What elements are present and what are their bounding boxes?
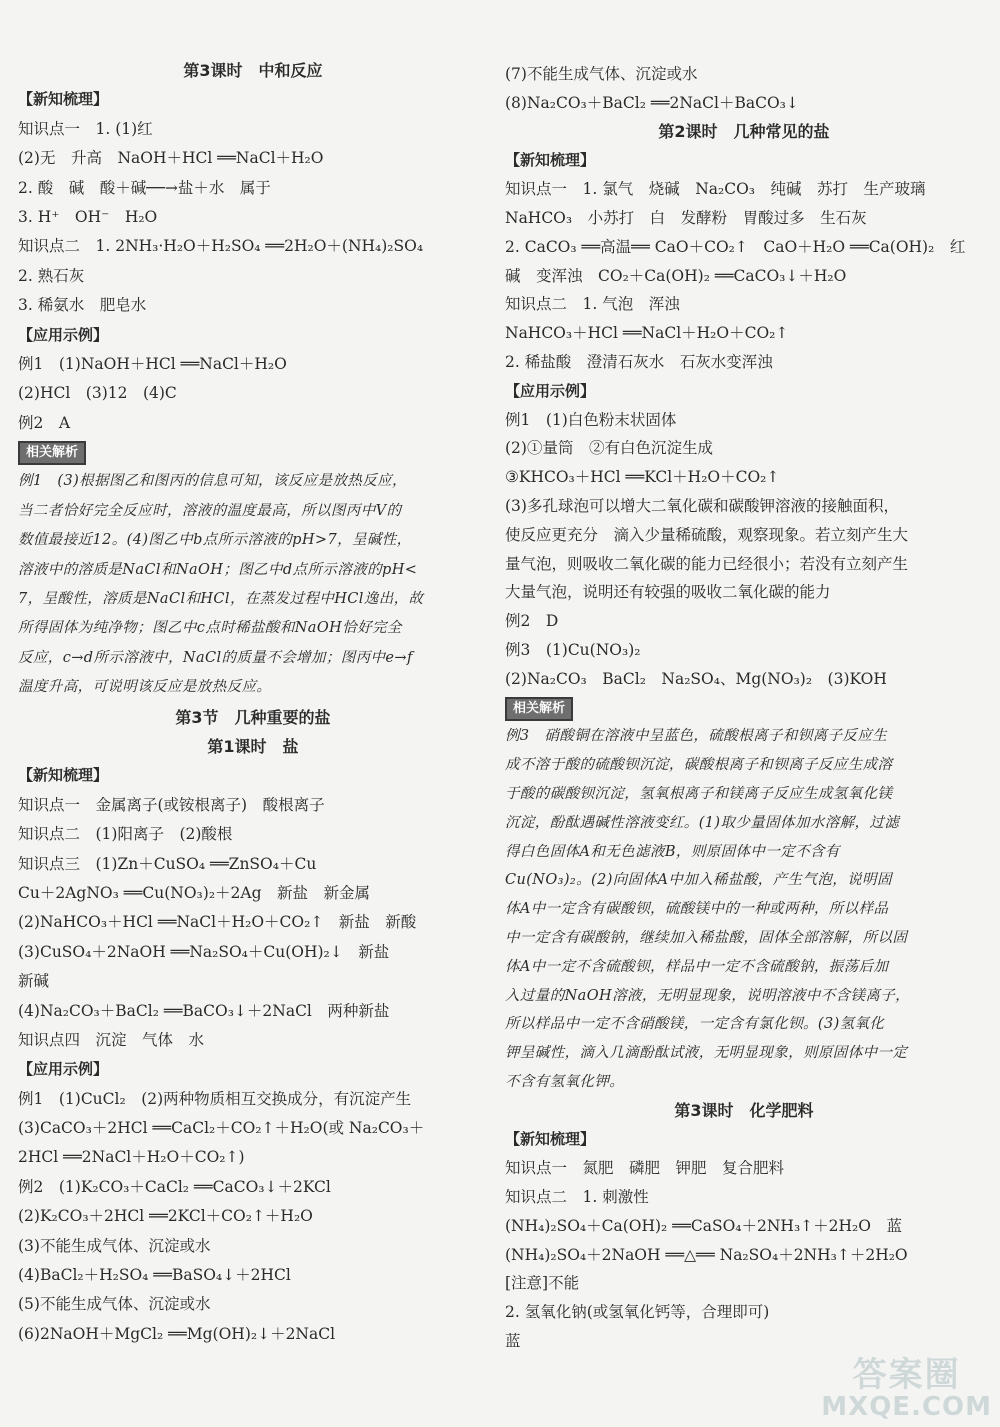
lesson-heading: 第3节 几种重要的盐 [175, 707, 331, 727]
analysis-line: 不含有氢氧化钾。 [505, 1073, 625, 1090]
analysis-tag: 相关解析 [505, 697, 573, 721]
text-line: 知识点一 氮肥 磷肥 钾肥 复合肥料 [505, 1159, 785, 1178]
text-line: 例1 (1)NaOH＋HCl ══NaCl＋H₂O [18, 354, 287, 373]
analysis-line: 成不溶于酸的硫酸钡沉淀，碳酸根离子和钡离子反应生成溶 [505, 757, 893, 774]
text-line: 碱 变浑浊 CO₂＋Ca(OH)₂ ══CaCO₃↓＋H₂O [505, 266, 847, 285]
text-line: (NH₄)₂SO₄＋2NaOH ══△══ Na₂SO₄＋2NH₃↑＋2H₂O [505, 1245, 908, 1264]
text-line: 新碱 [18, 972, 50, 991]
section-heading: 【新知梳理】 [18, 90, 109, 109]
analysis-line: 沉淀，酚酞遇碱性溶液变红。(1)取少量固体加水溶解，过滤 [505, 814, 900, 831]
section-heading: 【新知梳理】 [505, 151, 596, 170]
watermark-logo [821, 1355, 992, 1422]
text-line: (3)不能生成气体、沉淀或水 [18, 1236, 211, 1255]
analysis-line: 所得固体为纯净物；图乙中c点时稀盐酸和NaOH恰好完全 [18, 620, 402, 637]
section-heading: 【应用示例】 [18, 1060, 109, 1079]
analysis-line: 钾呈碱性，滴入几滴酚酞试液，无明显现象，则原固体中一定 [505, 1045, 908, 1062]
text-line: (5)不能生成气体、沉淀或水 [18, 1295, 211, 1314]
text-line: (3)多孔球泡可以增大二氧化碳和碳酸钾溶液的接触面积， [505, 496, 899, 515]
text-line: 2. 酸 碱 酸＋碱──→盐＋水 属于 [18, 178, 271, 197]
text-line: (7)不能生成气体、沉淀或水 [505, 65, 698, 83]
text-line: (8)Na₂CO₃＋BaCl₂ ══2NaCl＋BaCO₃↓ [505, 93, 799, 112]
analysis-line: 当二者恰好完全反应时，溶液的温度最高，所以图丙中V的 [18, 502, 402, 519]
text-line: 知识点三 (1)Zn＋CuSO₄ ══ZnSO₄＋Cu [18, 854, 317, 873]
text-line: 使反应更充分 滴入少量稀硫酸，观察现象。若立刻产生大 [505, 525, 909, 544]
analysis-tag: 相关解析 [18, 441, 86, 465]
analysis-tag-row [18, 438, 488, 467]
text-line: 例1 (1)白色粉末状固体 [505, 410, 677, 429]
watermark-line2: MXQE.COM [821, 1391, 992, 1422]
text-line: 2. CaCO₃ ══高温══ CaO＋CO₂↑ CaO＋H₂O ══Ca(OH)₂ 红 [505, 237, 966, 256]
text-line: NaHCO₃ 小苏打 白 发酵粉 胃酸过多 生石灰 [505, 208, 867, 227]
text-line: 知识点一 1. 氯气 烧碱 Na₂CO₃ 纯碱 苏打 生产玻璃 [505, 180, 926, 199]
text-line: 例2 D [505, 612, 559, 631]
text-line: (3)CuSO₄＋2NaOH ══Na₂SO₄＋Cu(OH)₂↓ 新盐 [18, 942, 390, 961]
text-line: 知识点二 (1)阳离子 (2)酸根 [18, 825, 233, 844]
text-line: (4)BaCl₂＋H₂SO₄ ══BaSO₄↓＋2HCl [18, 1266, 291, 1285]
text-line: (2)无 升高 NaOH＋HCl ══NaCl＋H₂O [18, 149, 324, 168]
text-line: 2. 熟石灰 [18, 266, 85, 285]
analysis-line: 7，呈酸性，溶质是NaCl和HCl，在蒸发过程中HCl逸出，故 [18, 591, 424, 608]
text-line: 2. 稀盐酸 澄清石灰水 石灰水变浑浊 [505, 352, 773, 371]
text-line: (2)HCl (3)12 (4)C [18, 384, 177, 403]
analysis-line: 体A中一定含有碳酸钡，硫酸镁中的一种或两种，所以样品 [505, 901, 889, 918]
watermark-line1: 答案圈 [852, 1355, 961, 1396]
text-line: 知识点四 沉淀 气体 水 [18, 1030, 205, 1049]
section-heading: 【应用示例】 [505, 381, 596, 400]
right-column [505, 60, 983, 1356]
text-line: 例3 (1)Cu(NO₃)₂ [505, 640, 641, 659]
text-line: 2. 氢氧化钠(或氢氧化钙等，合理即可) [505, 1303, 770, 1322]
text-line: NaHCO₃＋HCl ══NaCl＋H₂O＋CO₂↑ [505, 324, 789, 343]
analysis-line: 数值最接近12。(4)图乙中b点所示溶液的pH>7，呈碱性， [18, 532, 412, 549]
analysis-line: 中一定含有碳酸钠，继续加入稀盐酸，固体全部溶解，所以固 [505, 929, 908, 946]
analysis-line: 例3 硝酸铜在溶液中呈蓝色，硫酸根离子和钡离子反应生 [505, 728, 888, 745]
text-line: [注意]不能 [505, 1274, 580, 1293]
text-line: 知识点二 1. 刺激性 [505, 1188, 649, 1207]
analysis-line: 反应，c→d所示溶液中，NaCl的质量不会增加；图丙中e→f [18, 649, 413, 666]
lesson-heading: 第2课时 几种常见的盐 [658, 121, 830, 141]
text-line: (6)2NaOH＋MgCl₂ ══Mg(OH)₂↓＋2NaCl [18, 1324, 336, 1343]
text-line: 知识点二 1. 2NH₃·H₂O＋H₂SO₄ ══2H₂O＋(NH₄)₂SO₄ [18, 237, 424, 256]
lesson-heading: 第1课时 盐 [207, 736, 299, 756]
analysis-line: 于酸的碳酸钡沉淀，氢氧根离子和镁离子反应生成氢氧化镁 [505, 785, 893, 802]
text-line: Cu＋2AgNO₃ ══Cu(NO₃)₂＋2Ag 新盐 新金属 [18, 883, 371, 902]
text-line: 3. 稀氨水 肥皂水 [18, 296, 147, 315]
analysis-line: 温度升高，可说明该反应是放热反应。 [18, 679, 272, 696]
text-line: (2)K₂CO₃＋2HCl ══2KCl＋CO₂↑＋H₂O [18, 1207, 313, 1226]
analysis-tag-row [505, 694, 983, 723]
text-line: 蓝 [505, 1332, 521, 1351]
analysis-line: 所以样品中一定不含硝酸镁，一定含有氯化钡。(3)氢氧化 [505, 1016, 885, 1033]
analysis-line: 例1 (3)根据图乙和图丙的信息可知，该反应是放热反应， [18, 473, 407, 490]
lesson-heading: 第3课时 中和反应 [183, 61, 323, 80]
text-line: (3)CaCO₃＋2HCl ══CaCl₂＋CO₂↑＋H₂O(或 Na₂CO₃＋ [18, 1119, 425, 1138]
analysis-line: 得白色固体A和无色滤液B，则原固体中一定不含有 [505, 843, 840, 860]
text-line: 例1 (1)CuCl₂ (2)两种物质相互交换成分，有沉淀产生 [18, 1089, 412, 1108]
left-column [18, 56, 488, 1349]
text-line: 知识点一 金属离子(或铵根离子) 酸根离子 [18, 795, 325, 814]
text-line: 量气泡，则吸收二氧化碳的能力已经很小；若没有立刻产生 [505, 554, 909, 573]
text-line: (4)Na₂CO₃＋BaCl₂ ══BaCO₃↓＋2NaCl 两种新盐 [18, 1001, 390, 1020]
text-line: ③KHCO₃＋HCl ══KCl＋H₂O＋CO₂↑ [505, 468, 780, 487]
text-line: 2HCl ══2NaCl＋H₂O＋CO₂↑) [18, 1148, 245, 1167]
text-line: (NH₄)₂SO₄＋Ca(OH)₂ ══CaSO₄＋2NH₃↑＋2H₂O 蓝 [505, 1216, 902, 1235]
analysis-line: 入过量的NaOH溶液，无明显现象，说明溶液中不含镁离子， [505, 987, 911, 1004]
text-line: 大量气泡，说明还有较强的吸收二氧化碳的能力 [505, 583, 831, 602]
section-heading: 【应用示例】 [18, 325, 109, 344]
text-line: 例2 (1)K₂CO₃＋CaCl₂ ══CaCO₃↓＋2KCl [18, 1177, 331, 1196]
analysis-line: Cu(NO₃)₂。(2)向固体A中加入稀盐酸，产生气泡，说明固 [505, 872, 892, 889]
analysis-line: 体A中一定不含硫酸钡，样品中一定不含硫酸钠，振荡后加 [505, 958, 889, 975]
text-line: 3. H⁺ OH⁻ H₂O [18, 207, 158, 226]
section-heading: 【新知梳理】 [18, 766, 109, 785]
text-line: 知识点二 1. 气泡 浑浊 [505, 295, 680, 314]
lesson-heading: 第3课时 化学肥料 [674, 1100, 814, 1120]
text-line: 知识点一 1. (1)红 [18, 119, 153, 138]
text-line: (2)NaHCO₃＋HCl ══NaCl＋H₂O＋CO₂↑ 新盐 新酸 [18, 913, 417, 932]
text-line: 例2 A [18, 413, 71, 432]
analysis-line: 溶液中的溶质是NaCl和NaOH；图乙中d点所示溶液的pH< [18, 561, 418, 578]
section-heading: 【新知梳理】 [505, 1130, 596, 1149]
text-line: (2)Na₂CO₃ BaCl₂ Na₂SO₄、Mg(NO₃)₂ (3)KOH [505, 669, 887, 688]
text-line: (2)①量筒 ②有白色沉淀生成 [505, 439, 713, 458]
